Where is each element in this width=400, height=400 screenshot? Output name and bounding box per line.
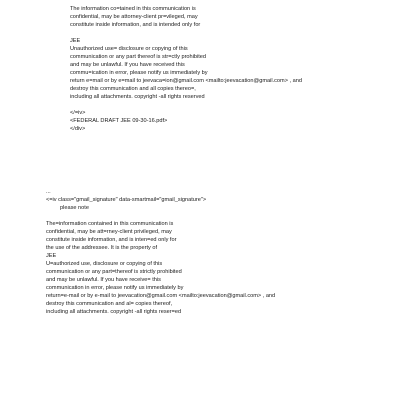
- text-line: constitute inside information, and is intended only for: [70, 22, 201, 28]
- top-email-section: [70, 5, 302, 133]
- text-line: and may be unlawful. If you have receive= this: [46, 277, 161, 283]
- blank-line: [70, 29, 302, 37]
- text-line: the use of the addressee. It is the property of: [46, 245, 158, 251]
- text-line: JEE: [70, 38, 81, 44]
- text-line: Unauthorized use= disclosure or copying of this: [70, 46, 188, 52]
- text-line: destroy this communication and al= copies thereof,: [46, 301, 173, 307]
- text-line: The information co=tained in this communication is: [70, 6, 196, 12]
- please-note-line: please note: [60, 205, 89, 211]
- html-fragment-line: </=iv>: [70, 110, 86, 116]
- text-line: commu=ication in error, please notify us immediately by: [70, 70, 208, 76]
- ellipsis-line: ...: [46, 189, 51, 195]
- text-line: and may be unlawful. If you have received this: [70, 62, 185, 68]
- text-line: destroy this communication and all copies thereo=,: [70, 86, 196, 92]
- blank-line: [46, 212, 275, 220]
- bottom-email-section: [46, 188, 275, 316]
- html-fragment-line: </div>: [70, 126, 86, 132]
- signature-tag-line: <=iv class="gmail_signature" data-smartmail="gmail_signature">: [46, 197, 207, 203]
- text-line: confidential, may be attorney-client pr=vileged, may: [70, 14, 198, 20]
- text-line: communication or any part=thereof is strictly prohibited: [46, 269, 182, 275]
- text-line: U=authorized use, disclosure or copying of this: [46, 261, 163, 267]
- text-line: communication in error, please notify us immediately by: [46, 285, 184, 291]
- text-line: including all attachments. copyright -all rights reser=ed: [46, 309, 182, 315]
- text-line: return=e-mail or by e-mail to jeevacation@gmail.com <mailto:jeevacation@gmail.com> , and: [46, 293, 276, 299]
- text-line: return e=mail or by e=mail to jeevaca=ion@gmail.com <mailto:jeevacation@gmail.com> , and: [70, 78, 302, 84]
- text-line: JEE: [46, 253, 57, 259]
- text-line: confidential, may be att=rney-client privileged, may: [46, 229, 172, 235]
- blank-line: [70, 101, 302, 109]
- attachment-filename: <FEDERAL DRAFT JEE 09-30-16.pdf>: [70, 118, 168, 124]
- text-line: The=information contained in this communication is: [46, 221, 174, 227]
- text-line: including all attachments. copyright -all rights reserved: [70, 94, 205, 100]
- text-line: communication or any part thereof is str=ctly prohibited: [70, 54, 207, 60]
- text-line: constitute inside information, and is inten=ed only for: [46, 237, 177, 243]
